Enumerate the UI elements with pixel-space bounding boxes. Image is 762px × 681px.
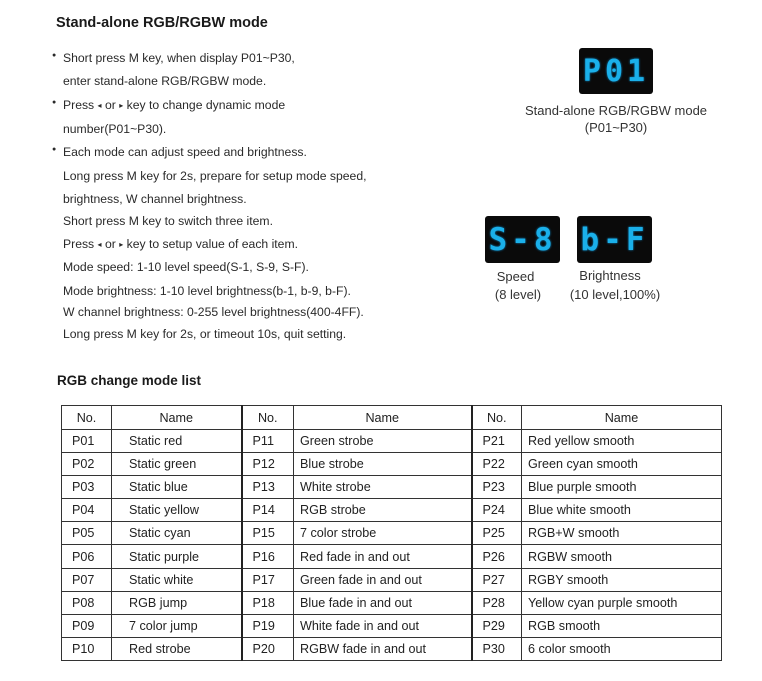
table-row (62, 522, 722, 545)
speed-level-caption: (8 level) (494, 287, 542, 302)
table-row (62, 499, 722, 522)
mode-name-cell: White strobe (294, 476, 472, 499)
mode-number-cell: P03 (62, 476, 112, 499)
left-arrow-icon: ◂ (97, 101, 102, 110)
mode-name-cell: Static yellow (112, 499, 242, 522)
mode-name-cell: RGB jump (112, 591, 242, 614)
column-header: No. (472, 406, 522, 430)
mode-number-cell: P19 (242, 614, 294, 637)
mode-name-cell: White fade in and out (294, 614, 472, 637)
mode-number-cell: P14 (242, 499, 294, 522)
column-header: No. (62, 406, 112, 430)
section-title-mode-list: RGB change mode list (57, 373, 202, 388)
mode-name-cell: Static red (112, 430, 242, 453)
instruction-text: Each mode can adjust speed and brightness. (63, 145, 307, 159)
mode-name-cell: 7 color jump (112, 614, 242, 637)
mode-number-cell: P20 (242, 637, 294, 660)
instruction-text: Short press M key to switch three item. (63, 214, 273, 228)
mode-name-cell: Green fade in and out (294, 568, 472, 591)
mode-number-cell: P10 (62, 637, 112, 660)
mode-name-cell: RGB strobe (294, 499, 472, 522)
section-title-standalone: Stand-alone RGB/RGBW mode (56, 15, 268, 31)
mode-list-table (61, 405, 722, 661)
mode-number-cell: P29 (472, 614, 522, 637)
mode-number-cell: P02 (62, 453, 112, 476)
mode-number-cell: P05 (62, 522, 112, 545)
mode-name-cell: Blue fade in and out (294, 591, 472, 614)
mode-number-cell: P11 (242, 430, 294, 453)
instruction-text: enter stand-alone RGB/RGBW mode. (63, 74, 267, 88)
table-header-row (62, 406, 722, 430)
speed-caption: Speed (496, 269, 535, 284)
mode-number-cell: P06 (62, 545, 112, 568)
mode-name-cell: Static green (112, 453, 242, 476)
table-row (62, 637, 722, 660)
mode-name-cell: RGBW smooth (522, 545, 722, 568)
mode-number-cell: P25 (472, 522, 522, 545)
right-arrow-icon: ▸ (119, 240, 124, 249)
mode-display (579, 48, 653, 94)
mode-number-cell: P23 (472, 476, 522, 499)
instruction-text: Press (63, 237, 95, 251)
right-arrow-icon: ▸ (119, 101, 124, 110)
column-header: Name (522, 406, 722, 430)
mode-display-digits: P01 (582, 53, 650, 89)
mode-display-range: (P01~P30) (584, 120, 648, 135)
brightness-level-caption: (10 level,100%) (569, 287, 661, 302)
mode-name-cell: RGBW fade in and out (294, 637, 472, 660)
mode-number-cell: P28 (472, 591, 522, 614)
mode-name-cell: Red yellow smooth (522, 430, 722, 453)
mode-number-cell: P17 (242, 568, 294, 591)
table-row (62, 591, 722, 614)
table-row (62, 476, 722, 499)
mode-name-cell: Static blue (112, 476, 242, 499)
instruction-text: number(P01~P30). (63, 122, 167, 136)
instruction-text: key to setup value of each item. (126, 237, 298, 251)
instruction-text: Short press M key, when display P01~P30, (63, 51, 295, 65)
instruction-text: brightness, W channel brightness. (63, 192, 247, 206)
mode-name-cell: Static purple (112, 545, 242, 568)
mode-number-cell: P13 (242, 476, 294, 499)
mode-number-cell: P01 (62, 430, 112, 453)
mode-number-cell: P26 (472, 545, 522, 568)
mode-number-cell: P21 (472, 430, 522, 453)
instruction-text: Long press M key for 2s, prepare for setup mode speed, (63, 169, 367, 183)
instruction-text: Mode brightness: 1-10 level brightness(b-1, b-9, b-F). (63, 284, 351, 298)
mode-number-cell: P07 (62, 568, 112, 591)
mode-name-cell: Green cyan smooth (522, 453, 722, 476)
mode-number-cell: P24 (472, 499, 522, 522)
mode-number-cell: P12 (242, 453, 294, 476)
column-header: Name (294, 406, 472, 430)
instruction-text: or (104, 237, 116, 251)
table-row (62, 545, 722, 568)
table-row (62, 453, 722, 476)
mode-number-cell: P27 (472, 568, 522, 591)
mode-number-cell: P09 (62, 614, 112, 637)
mode-name-cell: Yellow cyan purple smooth (522, 591, 722, 614)
mode-name-cell: Static cyan (112, 522, 242, 545)
speed-display-digits: S-8 (488, 221, 557, 258)
speed-display (485, 216, 560, 263)
mode-name-cell: RGB+W smooth (522, 522, 722, 545)
mode-name-cell: Blue purple smooth (522, 476, 722, 499)
brightness-display (577, 216, 652, 263)
mode-name-cell: Green strobe (294, 430, 472, 453)
mode-number-cell: P30 (472, 637, 522, 660)
instruction-text: Press (63, 98, 95, 112)
table-row (62, 430, 722, 453)
column-header: Name (112, 406, 242, 430)
mode-name-cell: Red strobe (112, 637, 242, 660)
mode-name-cell: 6 color smooth (522, 637, 722, 660)
mode-name-cell: Static white (112, 568, 242, 591)
instruction-text: or (104, 98, 116, 112)
mode-display-caption: Stand-alone RGB/RGBW mode (524, 103, 708, 118)
mode-name-cell: Red fade in and out (294, 545, 472, 568)
column-header: No. (242, 406, 294, 430)
brightness-display-digits: b-F (580, 221, 649, 258)
mode-name-cell: RGBY smooth (522, 568, 722, 591)
table-row (62, 614, 722, 637)
mode-name-cell: Blue strobe (294, 453, 472, 476)
instruction-text: key to change dynamic mode (126, 98, 286, 112)
instruction-text: Mode speed: 1-10 level speed(S-1, S-9, S-F). (63, 260, 309, 274)
mode-number-cell: P08 (62, 591, 112, 614)
table-row (62, 568, 722, 591)
left-arrow-icon: ◂ (97, 240, 102, 249)
mode-name-cell: 7 color strobe (294, 522, 472, 545)
mode-number-cell: P18 (242, 591, 294, 614)
mode-name-cell: RGB smooth (522, 614, 722, 637)
mode-name-cell: Blue white smooth (522, 499, 722, 522)
mode-number-cell: P15 (242, 522, 294, 545)
instruction-text: W channel brightness: 0-255 level brightness(400-4FF). (63, 305, 364, 319)
instruction-text: Long press M key for 2s, or timeout 10s, quit setting. (63, 327, 347, 341)
mode-number-cell: P04 (62, 499, 112, 522)
mode-number-cell: P16 (242, 545, 294, 568)
mode-number-cell: P22 (472, 453, 522, 476)
brightness-caption: Brightness (579, 268, 641, 283)
